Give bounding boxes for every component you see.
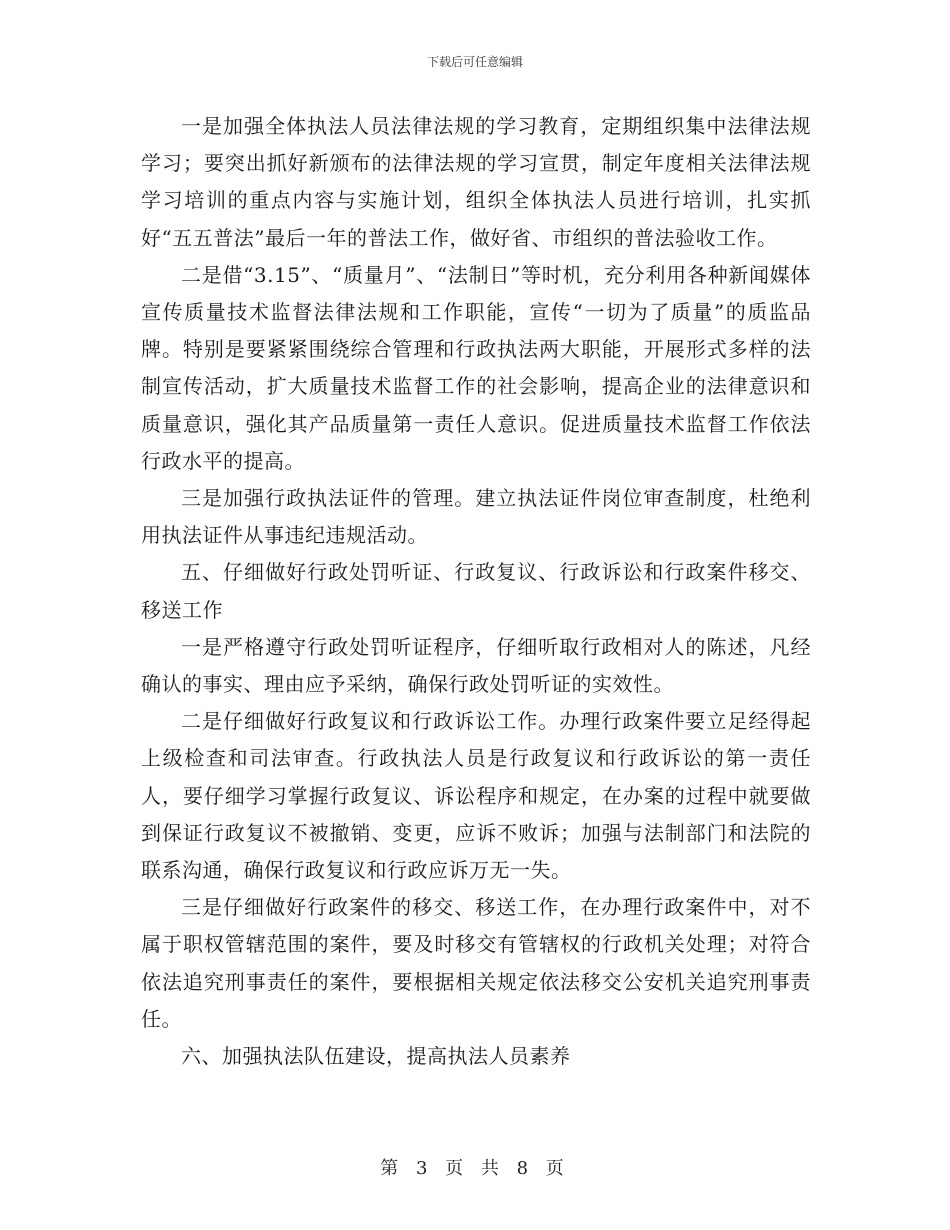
section-heading-5: 五、仔细做好行政处罚听证、行政复议、行政诉讼和行政案件移交、移送工作 xyxy=(141,560,811,622)
document-body xyxy=(141,108,811,1075)
paragraph-2: 二是借“3.15”、“质量月”、“法制日”等时机，充分利用各种新闻媒体宣传质量技术监督法律法规和工作职能，宣传“一切为了质量”的质监品牌。特别是要紧紧围绕综合管理和行政执法两大职能，开展形式多样的法制宣传活动，扩大质量技术监督工作的社会影响，提高企业的法律意识和质量意识，强化其产品质量第一责任人意识。促进质量技术监督工作依法行政水平的提高。 xyxy=(141,262,811,473)
paragraph-6: 三是仔细做好行政案件的移交、移送工作，在办理行政案件中，对不属于职权管辖范围的案件，要及时移交有管辖权的行政机关处理；对符合依法追究刑事责任的案件，要根据相关规定依法移交公安机关追究刑事责任。 xyxy=(141,895,811,1031)
section-heading-6: 六、加强执法队伍建设，提高执法人员素养 xyxy=(181,1044,571,1069)
paragraph-4: 一是严格遵守行政处罚听证程序，仔细听取行政相对人的陈述，凡经确认的事实、理由应予采纳，确保行政处罚听证的实效性。 xyxy=(141,634,811,697)
page-header: 下载后可任意编辑 xyxy=(426,55,523,69)
paragraph-5: 二是仔细做好行政复议和行政诉讼工作。办理行政案件要立足经得起上级检查和司法审查。行政执法人员是行政复议和行政诉讼的第一责任人，要仔细学习掌握行政复议、诉讼程序和规定，在办案的过程中就要做到保证行政复议不被撤销、变更，应诉不败诉；加强与法制部门和法院的联系沟通，确保行政复议和行政应诉万无一失。 xyxy=(141,709,811,883)
page-footer: 第 3 页 共 8 页 xyxy=(380,1158,570,1179)
paragraph-1: 一是加强全体执法人员法律法规的学习教育，定期组织集中法律法规学习；要突出抓好新颁布的法律法规的学习宣贯，制定年度相关法律法规学习培训的重点内容与实施计划，组织全体执法人员进行培训，扎实抓好“五五普法”最后一年的普法工作，做好省、市组织的普法验收工作。 xyxy=(141,114,811,250)
paragraph-3: 三是加强行政执法证件的管理。建立执法证件岗位审查制度，杜绝利用执法证件从事违纪违规活动。 xyxy=(141,486,811,548)
